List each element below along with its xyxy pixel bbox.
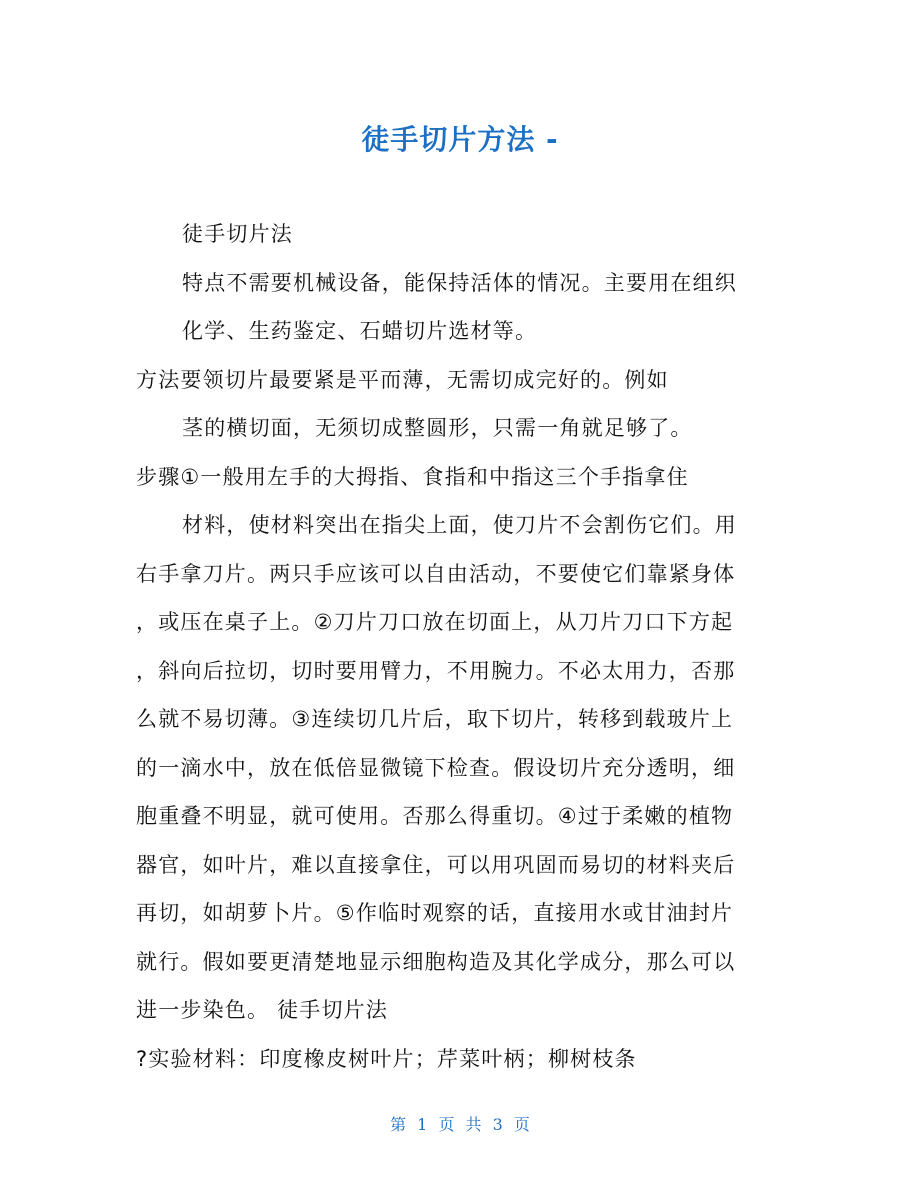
body-line: 特点不需要机械设备，能保持活体的情况。主要用在组织 [182,270,737,295]
body-line: 再切，如胡萝卜片。⑤作临时观察的话，直接用水或甘油封片 [136,901,734,925]
body-line: 化学、生药鉴定、石蜡切片选材等。 [182,319,538,343]
page-footer: 第 1 页 共 3 页 [390,1115,530,1134]
document-body [136,210,796,1083]
body-line: 器官，如叶片，难以直接拿住，可以用巩固而易切的材料夹后 [136,852,736,877]
body-line: 胞重叠不明显，就可使用。否那么得重切。④过于柔嫩的植物 [136,804,734,828]
body-line: 的一滴水中，放在低倍显微镜下检查。假设切片充分透明，细 [136,755,736,780]
body-line: ，或压在桌子上。②刀片刀口放在切面上，从刀片刀口下方起 [136,610,734,634]
body-line: 材料，使材料突出在指尖上面，使刀片不会割伤它们。用 [182,513,737,537]
body-line: 步骤①一般用左手的大拇指、食指和中指这三个手指拿住 [136,464,689,489]
body-line: 么就不易切薄。③连续切几片后，取下切片，转移到载玻片上 [136,707,734,731]
body-line: ?实验材料：印度橡皮树叶片；芹菜叶柄；柳树枝条 [136,1046,637,1071]
body-line: 方法要领切片最要紧是平而薄，无需切成完好的。例如 [136,367,669,392]
body-line: 就行。假如要更清楚地显示细胞构造及其化学成分，那么可以 [136,949,736,974]
document-title: 徒手切片方法 - [361,123,559,156]
body-line: 右手拿刀片。两只手应该可以自由活动，不要使它们靠紧身体 [136,561,736,586]
body-line: ，斜向后拉切，切时要用臂力，不用腕力。不必太用力，否那 [136,658,736,683]
body-line: 徒手切片法 [182,222,293,246]
body-line: 茎的横切面，无须切成整圆形，只需一角就足够了。 [182,416,693,440]
body-line: 进一步染色。 徒手切片法 [136,998,389,1022]
